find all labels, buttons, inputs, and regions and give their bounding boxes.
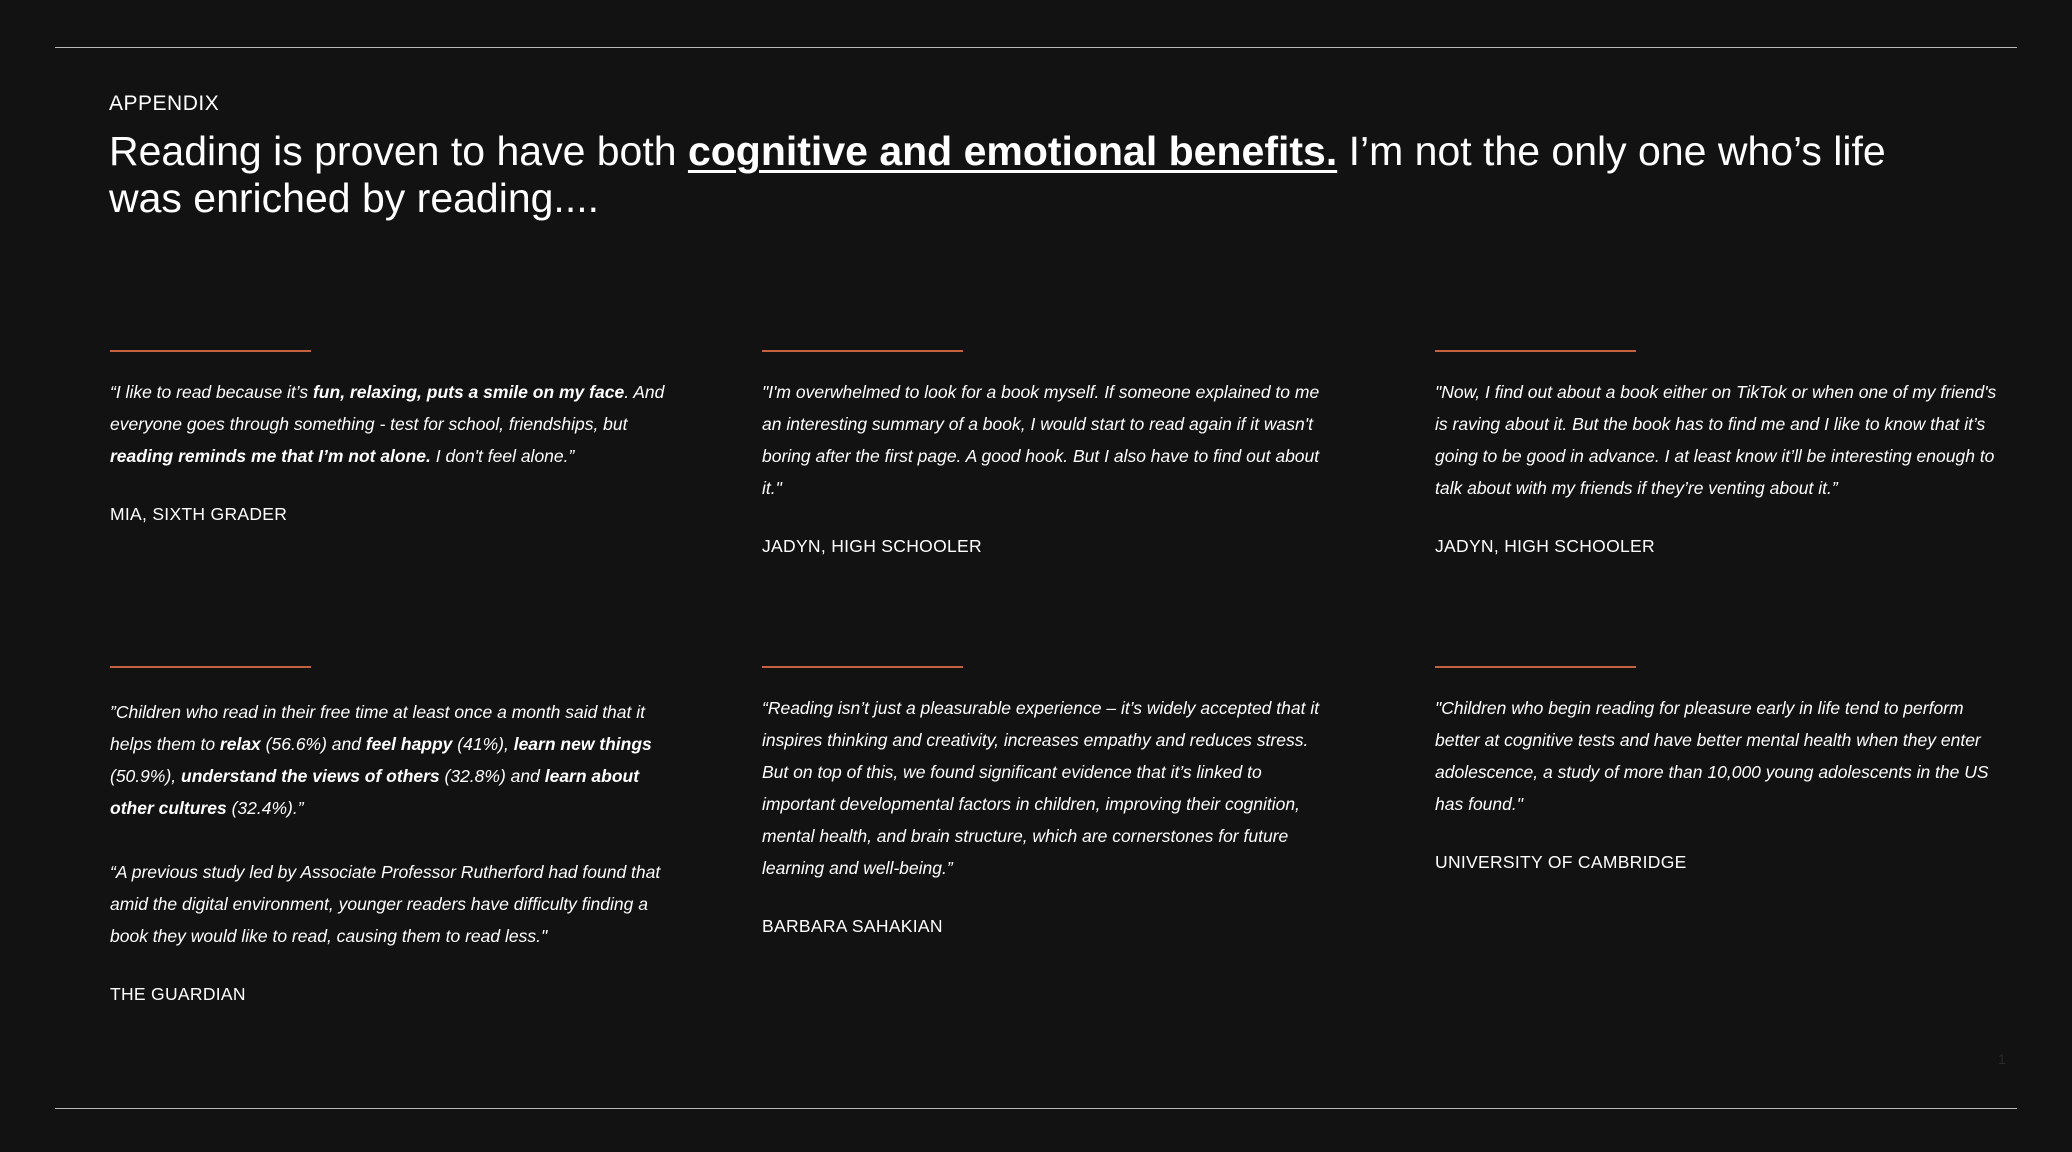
page-title	[109, 128, 1969, 222]
testimonial-quote	[1435, 692, 2005, 820]
testimonial-quote	[762, 376, 1332, 504]
testimonial-attribution: JADYN, HIGH SCHOOLER	[1435, 536, 1655, 556]
quote-text: I don't feel alone.”	[430, 446, 575, 466]
testimonial-attribution: JADYN, HIGH SCHOOLER	[762, 536, 982, 556]
testimonial-quote	[110, 376, 680, 472]
quote-text: "Now, I find out about a book either on TikTok or when one of my friend's is raving about it. But the book has to find me and I like to know that it’s going to be good in advance. I at least know it’ll be interesting enough to talk about with my friends if they’re venting about it.”	[1435, 382, 1997, 498]
headline-intro: Reading is proven to have both	[109, 128, 688, 174]
quote-emphasis: learn new things	[513, 734, 652, 754]
accent-rule	[1435, 666, 1636, 668]
testimonial-attribution: BARBARA SAHAKIAN	[762, 916, 943, 936]
testimonial-card	[762, 666, 1332, 937]
bottom-divider	[55, 1108, 2017, 1109]
testimonial-quote	[762, 692, 1332, 884]
testimonial-quote-secondary: “A previous study led by Associate Professor Rutherford had found that amid the digital environment, younger readers have difficulty finding a book they would like to read, causing them to read less."	[110, 862, 661, 946]
testimonial-attribution: THE GUARDIAN	[110, 984, 246, 1004]
quote-emphasis: reading reminds me that I’m not alone.	[110, 446, 431, 466]
quote-emphasis: learn about other cultures	[110, 766, 640, 818]
quote-text: (56.6%) and	[260, 734, 366, 754]
accent-rule	[762, 350, 963, 352]
quote-text: "I'm overwhelmed to look for a book myself. If someone explained to me an interesting summary of a book, I would start to read again if it wasn't boring after the first page. A good hook. But I also have to find out about it."	[762, 382, 1320, 498]
accent-rule	[762, 666, 963, 668]
quote-text: . And everyone goes through something - test for school, friendships, but	[110, 382, 665, 434]
quote-emphasis: relax	[219, 734, 261, 754]
accent-rule	[110, 666, 311, 668]
quote-text: (41%),	[452, 734, 514, 754]
quote-emphasis: feel happy	[365, 734, 453, 754]
quote-text: "Children who begin reading for pleasure early in life tend to perform better at cognitive tests and have better mental health when they enter adolescence, a study of more than 10,000 young adolescents in the US has found."	[1435, 698, 1989, 814]
headline-emphasis: cognitive and emotional benefits.	[687, 128, 1338, 174]
testimonial-card	[1435, 666, 2005, 873]
testimonial-card	[1435, 350, 2005, 557]
testimonial-attribution: MIA, SIXTH GRADER	[110, 504, 288, 524]
testimonial-card	[762, 350, 1332, 557]
quote-text: ”Children who read in their free time at least once a month said that it helps them to	[110, 702, 645, 754]
headline-outro: I’m not the only one who’s life was enriched by reading....	[109, 128, 1886, 221]
testimonial-card	[110, 666, 680, 1005]
testimonial-attribution: UNIVERSITY OF CAMBRIDGE	[1435, 852, 1687, 872]
quote-text: (32.4%).”	[226, 798, 304, 818]
page-number: 1	[1998, 1051, 2006, 1067]
testimonial-card	[110, 350, 680, 525]
quote-text: “I like to read because it’s	[110, 382, 313, 402]
quote-text: (32.8%) and	[439, 766, 545, 786]
quote-text: (50.9%),	[110, 766, 181, 786]
accent-rule	[1435, 350, 1636, 352]
quote-emphasis: understand the views of others	[181, 766, 440, 786]
accent-rule	[110, 350, 311, 352]
quote-text: “Reading isn’t just a pleasurable experience – it’s widely accepted that it inspires thinking and creativity, increases empathy and reduces stress. But on top of this, we found significant evidence that it’s linked to important developmental factors in children, improving their cognition, mental health, and brain structure, which are cornerstones for future learning and well-being.”	[762, 698, 1320, 878]
quote-emphasis: fun, relaxing, puts a smile on my face	[312, 382, 625, 402]
top-divider	[55, 47, 2017, 48]
testimonial-quote	[110, 696, 680, 824]
testimonial-quote	[1435, 376, 2005, 504]
section-eyebrow: APPENDIX	[109, 92, 220, 115]
